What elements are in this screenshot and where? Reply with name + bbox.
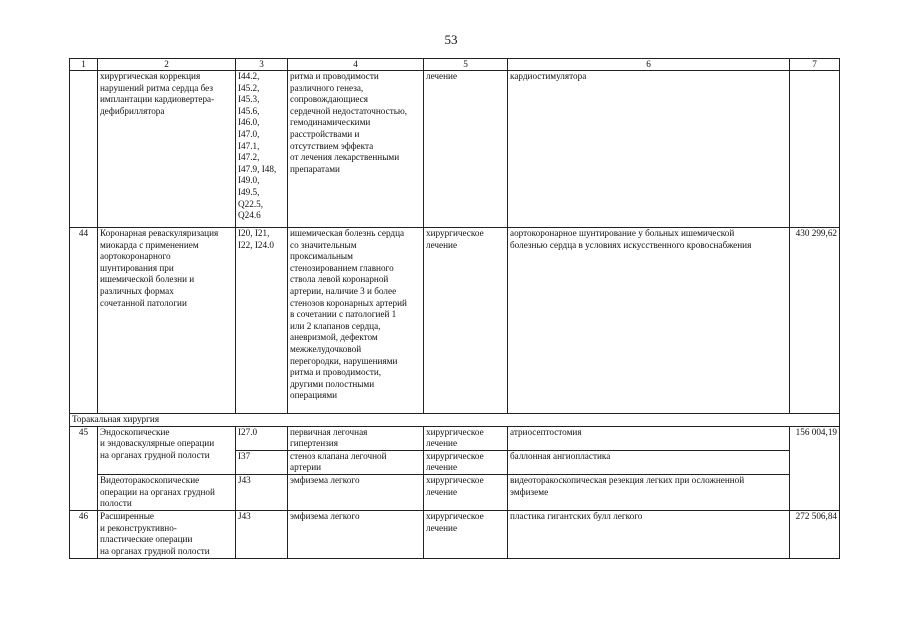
patient-model-cell: ишемическая болезнь сердца со значительным проксимальным стенозированием главного ствола левой коронарной артерии, наличие 3 и более стенозов коронарных артерий в сочетании с патологией 1 или 2 клапанов сердца, аневризмой, дефектом межжелудочковой перегородки, нарушениями ритма и проводимости, другими полостными операциями (288, 228, 424, 414)
row-number-cell: 46 (70, 510, 98, 558)
row-number-cell: 44 (70, 228, 98, 414)
table-row-45-c (70, 474, 840, 510)
patient-model-cell: стеноз клапана легочной артерии (288, 450, 424, 474)
column-header: 3 (236, 59, 288, 71)
patient-model-cell: первичная легочная гипертензия (288, 426, 424, 450)
section-row (70, 414, 840, 427)
service-name-cell: Расширенные и реконструктивно- пластические операции на органах грудной полости (98, 510, 236, 558)
table-row-45-a (70, 426, 840, 450)
page-number: 53 (444, 32, 458, 47)
diagnosis-codes-cell: I27.0 (236, 426, 288, 450)
column-header: 1 (70, 59, 98, 71)
patient-model-cell: ритма и проводимости различного генеза, сопровождающиеся сердечной недостаточностью, гемодинамическими расстройствами и отсутствием эффекта от лечения лекарственными препаратами (288, 71, 424, 228)
patient-model-cell: эмфизема легкого (288, 474, 424, 510)
service-name-cell: хирургическая коррекция нарушений ритма сердца без имплантации кардиовертера- дефибриллятора (98, 71, 236, 228)
price-cell: 430 299,62 (790, 228, 840, 414)
service-name-cell: Видеоторакоскопические операции на органах грудной полости (98, 474, 236, 510)
price-cell: 156 004,19 (790, 426, 840, 510)
treatment-method-cell: кардиостимулятора (508, 71, 790, 228)
treatment-method-cell: видеоторакоскопическая резекция легких при осложненной эмфиземе (508, 474, 790, 510)
row-number-cell: 45 (70, 426, 98, 510)
treatment-method-cell: атриосептостомия (508, 426, 790, 450)
treatment-method-cell: аортокоронарное шунтирование у больных ишемической болезнью сердца в условиях искусственного кровоснабжения (508, 228, 790, 414)
table-row-continued (70, 71, 840, 228)
service-name-cell: Эндоскопические и эндоваскулярные операции на органах грудной полости (98, 426, 236, 474)
price-cell (790, 71, 840, 228)
treatment-method-cell: пластика гигантских булл легкого (508, 510, 790, 558)
row-number-cell (70, 71, 98, 228)
treatment-method-cell: баллонная ангиопластика (508, 450, 790, 474)
section-title: Торакальная хирургия (70, 414, 840, 427)
column-header: 7 (790, 59, 840, 71)
column-header: 4 (288, 59, 424, 71)
service-name-cell: Коронарная реваскуляризация миокарда с применением аортокоронарного шунтирования при ишемической болезни и различных формах сочетанной патологии (98, 228, 236, 414)
treatment-type-cell: хирургическое лечение (424, 228, 508, 414)
diagnosis-codes-cell: I44.2, I45.2, I45.3, I45.6, I46.0, I47.0, I47.1, I47.2, I47.9, I48, I49.0, I49.5, Q22.5, Q24.6 (236, 71, 288, 228)
treatment-type-cell: хирургическое лечение (424, 510, 508, 558)
treatment-type-cell: лечение (424, 71, 508, 228)
column-header-row (70, 59, 840, 71)
column-header: 6 (508, 59, 790, 71)
treatment-type-cell: хирургическое лечение (424, 474, 508, 510)
treatment-type-cell: хирургическое лечение (424, 426, 508, 450)
price-cell: 272 506,84 (790, 510, 840, 558)
table-row-44 (70, 228, 840, 414)
treatment-type-cell: хирургическое лечение (424, 450, 508, 474)
services-table (69, 58, 840, 559)
table-row-46 (70, 510, 840, 558)
diagnosis-codes-cell: I37 (236, 450, 288, 474)
patient-model-cell: эмфизема легкого (288, 510, 424, 558)
diagnosis-codes-cell: I20, I21, I22, I24.0 (236, 228, 288, 414)
diagnosis-codes-cell: J43 (236, 474, 288, 510)
column-header: 2 (98, 59, 236, 71)
diagnosis-codes-cell: J43 (236, 510, 288, 558)
column-header: 5 (424, 59, 508, 71)
